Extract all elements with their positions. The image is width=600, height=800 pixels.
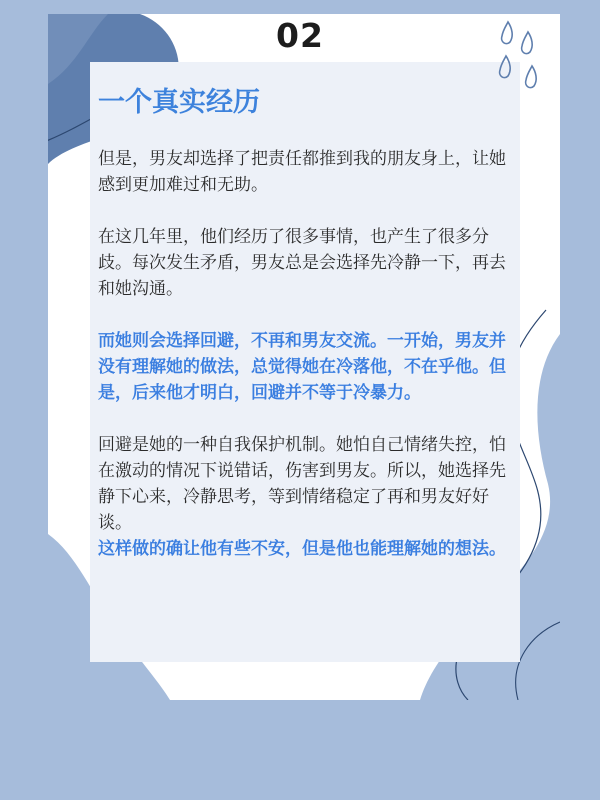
paragraph-1: 但是，男友却选择了把责任都推到我的朋友身上，让她感到更加难过和无助。 — [98, 149, 506, 195]
highlight-paragraph: 而她则会选择回避，不再和男友交流。一开始，男友并没有理解她的做法，总觉得她在冷落他，不在乎他。但是，后来他才明白，回避并不等于冷暴力。 — [98, 331, 506, 403]
paragraph-2: 在这几年里，他们经历了很多事情，也产生了很多分歧。每次发生矛盾，男友总是会选择先冷静一下，再去和她沟通。 — [98, 227, 506, 299]
raindrop-icon — [526, 66, 537, 88]
raindrop-icons — [478, 18, 548, 98]
highlight-conclusion: 这样做的确让他有些不安，但是他也能理解她的想法。 — [98, 539, 506, 559]
article-body — [98, 146, 516, 562]
raindrop-icon — [502, 22, 513, 44]
raindrop-icon — [522, 32, 533, 54]
raindrop-icon — [500, 56, 511, 78]
paragraph-4: 回避是她的一种自我保护机制。她怕自己情绪失控，怕在激动的情况下说错话，伤害到男友。所以，她选择先静下心来，冷静思考，等到情绪稳定了再和男友好好谈。 — [98, 435, 506, 533]
page-number: 02 — [276, 16, 324, 55]
section-title: 一个真实经历 — [98, 87, 260, 118]
